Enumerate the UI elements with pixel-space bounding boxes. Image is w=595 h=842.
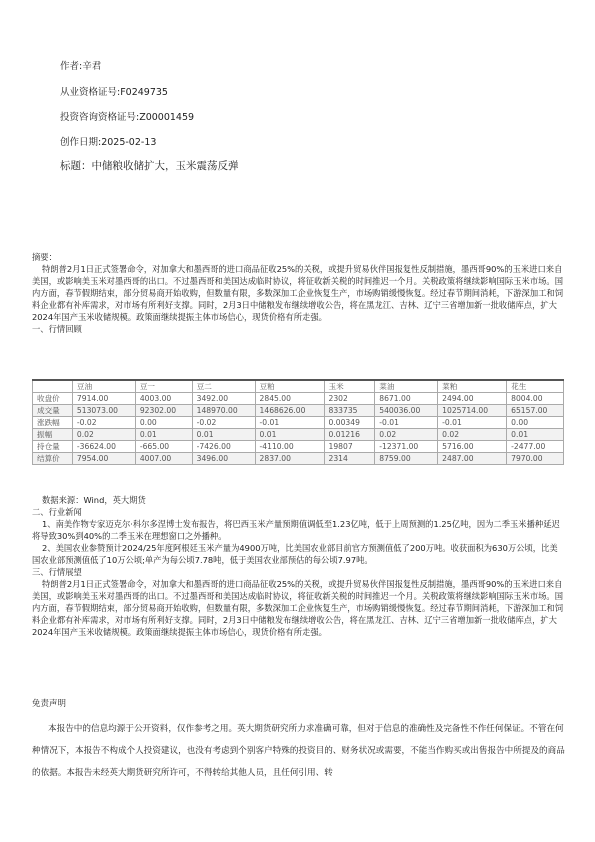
table-cell: 0.01 [135,429,192,441]
column-header: 菜粕 [438,380,507,393]
table-cell: 5716.00 [438,441,507,453]
table-cell: 92302.00 [135,405,192,417]
author-line: 作者:辛君 [60,61,102,72]
table-cell: 3492.00 [192,393,255,405]
table-row [33,453,564,465]
table-row [33,441,564,453]
summary-label: 摘要： [32,252,57,262]
row-label: 结算价 [33,453,73,465]
table-row [33,417,564,429]
column-header: 花生 [507,380,564,393]
row-label: 成交量 [33,405,73,417]
outlook-text: 特朗普2月1日正式签署命令，对加拿大和墨西哥的进口商品征收25%的关税，或提升贸易伙伴国报复性反制措施，墨西哥90%的玉米进口来自美国，或影响美玉米对墨西哥的出口。不过墨西哥和美国达成临时协议，将征收新关税的时间推迟一个月。关税政策将继续影响国际玉米市场。国内方面，春节假期结束，部分贸易商开始收购，但数量有限，多数深加工企业恢复生产，市场购销缓慢恢复。经过春节期间消耗，下游深加工和饲料企业都有补库需求，对市场有所利好支撑。同时，2月3日中储粮发布继续增收公告，将在黑龙江、吉林、辽宁三省增加新一批收储库点，扩大2024年国产玉米收储规模。政策面继续提振主体市场信心，现货价格有所走强。 [32,579,564,637]
table-cell: 1025714.00 [438,405,507,417]
qualification-line: 从业资格证号:F0249735 [60,87,168,98]
table-cell: -0.01 [375,417,438,429]
table-cell: 7954.00 [72,453,135,465]
column-header: 菜油 [375,380,438,393]
column-header: 豆一 [135,380,192,393]
news-and-outlook-section [32,494,564,638]
report-title: 标题：中储粮收储扩大，玉米震荡反弹 [60,160,239,172]
news-item: 1、南美作物专家迈克尔·科尔多涅博士发布报告，将巴西玉米产量预期值调低至1.23亿吨，低于上周预测的1.25亿吨，因为二季玉米播种延迟将导致30%到40%的二季玉米在理想窗口之外播种。 [32,519,560,541]
table-cell: -0.02 [192,417,255,429]
table-cell: 8004.00 [507,393,564,405]
table-header-row [33,380,564,393]
summary-text: 特朗普2月1日正式签署命令，对加拿大和墨西哥的进口商品征收25%的关税，或提升贸易伙伴国报复性反制措施，墨西哥90%的玉米进口来自美国，或影响美玉米对墨西哥的出口。不过墨西哥和美国达成临时协议，将征收新关税的时间推迟一个月。关税政策将继续影响国际玉米市场。国内方面，春节假期结束，部分贸易商开始收购，但数量有限，多数深加工企业恢复生产，市场购销缓慢恢复。经过春节期间消耗，下游深加工和饲料企业都有补库需求，对市场有所利好支撑。同时，2月3日中储粮发布继续增收公告，将在黑龙江、吉林、辽宁三省增加新一批收储库点，扩大2024年国产玉米收储规模。政策面继续提振主体市场信心，现货价格有所走强。 [32,264,564,322]
summary-section [32,251,564,335]
table-row [33,405,564,417]
disclaimer-title: 免责声明 [32,699,67,709]
table-corner-cell [33,380,73,393]
column-header: 豆粕 [255,380,324,393]
column-header: 玉米 [324,380,375,393]
table-cell: 833735 [324,405,375,417]
table-cell: -4110.00 [255,441,324,453]
table-cell: -665.00 [135,441,192,453]
row-label: 收盘价 [33,393,73,405]
table-cell: -7426.00 [192,441,255,453]
table-cell: 4003.00 [135,393,192,405]
table-cell: 8671.00 [375,393,438,405]
news-item: 2、美国农业参赞预计2024/25年度阿根廷玉米产量为4900万吨，比美国农业部目前官方预测值低了200万吨。收获面积为630万公顷，比美国农业部预测值低了10万公顷;单产为每公顷7.78吨，低于美国农业部预估的每公顷7.97吨。 [32,543,558,565]
news-heading: 二、行业新闻 [32,507,82,517]
table-cell: 2314 [324,453,375,465]
table-cell: 0.01216 [324,429,375,441]
review-heading: 一、行情回顾 [32,324,82,334]
table-cell: 8759.00 [375,453,438,465]
table-cell: 2837.00 [255,453,324,465]
table-cell: -0.02 [72,417,135,429]
table-row [33,393,564,405]
column-header: 豆油 [72,380,135,393]
row-label: 持仓量 [33,441,73,453]
table-cell: 7914.00 [72,393,135,405]
table-cell: 0.02 [72,429,135,441]
creation-date-line: 创作日期:2025-02-13 [60,137,157,148]
column-header: 豆二 [192,380,255,393]
table-cell: 540036.00 [375,405,438,417]
table-cell: 19807 [324,441,375,453]
disclaimer-text: 本报告中的信息均源于公开资料，仅作参考之用。英大期货研究所力求准确可靠，但对于信息的准确性及完备性不作任何保证。不管在何种情况下，本报告不构成个人投资建议，也没有考虑到个别客户特殊的投资目的、财务状况或需要，不能当作购买或出售报告中所提及的商品的依据。本报告未经英大期货研究所许可，不得转给其他人员，且任何引用、转 [32,724,565,778]
table-cell: 513073.00 [72,405,135,417]
table-cell: 1468626.00 [255,405,324,417]
table-cell: 148970.00 [192,405,255,417]
table-cell: 2494.00 [438,393,507,405]
row-label: 涨跌幅 [33,417,73,429]
table-cell: 7970.00 [507,453,564,465]
table-row [33,429,564,441]
table-cell: 0.02 [438,429,507,441]
market-quotes-table [32,379,564,465]
table-cell: -0.01 [438,417,507,429]
row-label: 振幅 [33,429,73,441]
table-cell: -36624.00 [72,441,135,453]
table-cell: 65157.00 [507,405,564,417]
table-cell: 0.02 [375,429,438,441]
table-cell: 0.01 [192,429,255,441]
table-cell: 2845.00 [255,393,324,405]
table-cell: 2302 [324,393,375,405]
table-cell: 0.01 [507,429,564,441]
table-cell: -2477.00 [507,441,564,453]
table-cell: 4007.00 [135,453,192,465]
table-cell: -0.01 [255,417,324,429]
table-cell: 0.01 [255,429,324,441]
table-cell: 0.00349 [324,417,375,429]
table-cell: -12371.00 [375,441,438,453]
data-source-note: 数据来源：Wind，英大期货 [42,495,146,505]
table-cell: 2487.00 [438,453,507,465]
table-cell: 0.00 [135,417,192,429]
outlook-heading: 三、行情展望 [32,567,82,577]
advisory-qualification-line: 投资咨询资格证号:Z00001459 [60,112,195,123]
table-cell: 3496.00 [192,453,255,465]
table-cell: 0.00 [507,417,564,429]
